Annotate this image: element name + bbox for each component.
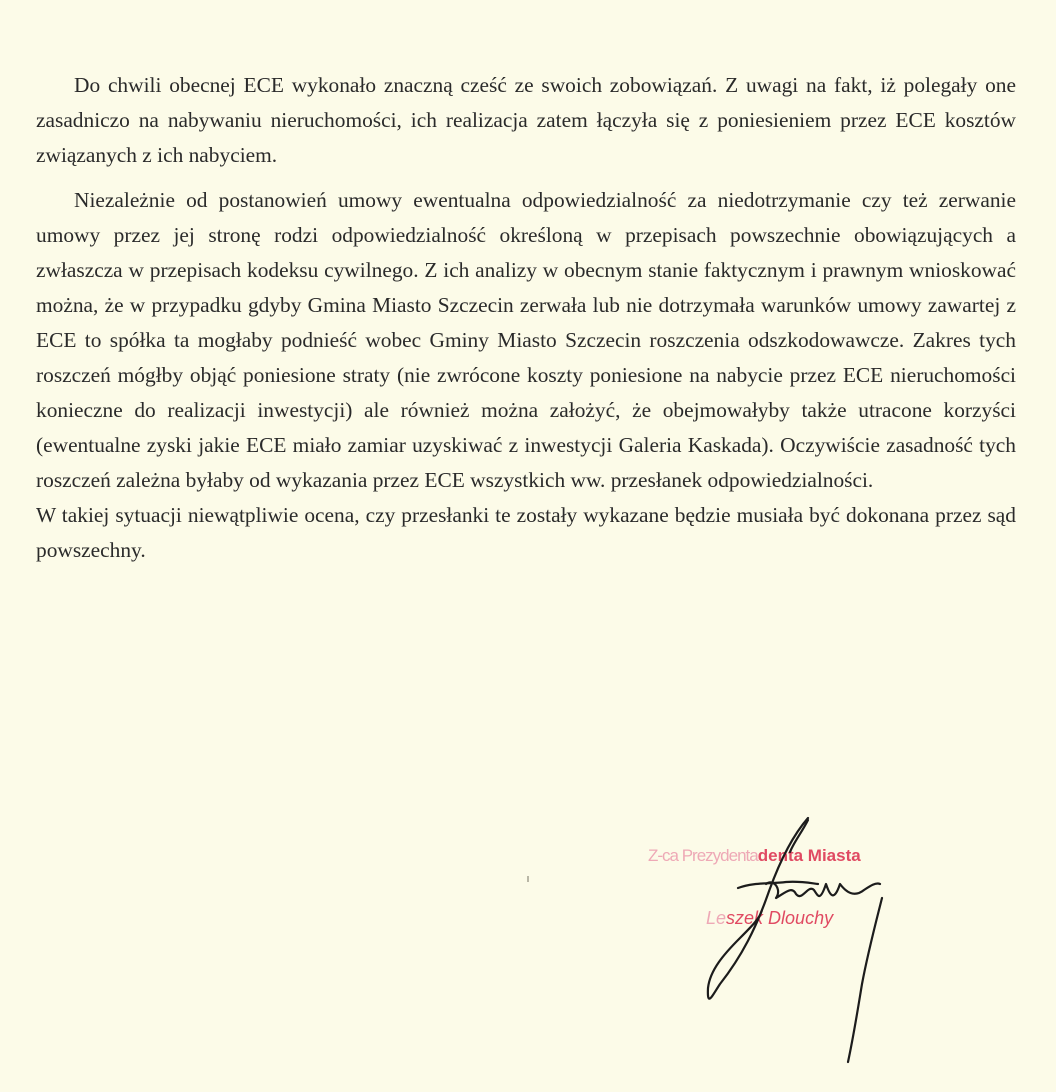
paragraph-court: W takiej sytuacji niewątpliwie ocena, czy przesłanki te zostały wykazane będzie musiała być dokonana przez sąd powszechny. — [36, 503, 1016, 562]
handwritten-signature — [690, 812, 890, 1072]
stamp-title-text: denta Miasta — [757, 846, 861, 865]
paragraph-obligations: Do chwili obecnej ECE wykonało znaczną cześć ze swoich zobowiązań. Z uwagi na fakt, iż polegały one zasadniczo na nabywaniu nieruchomości, ich realizacja zatem łączyła się z poniesieniem przez ECE kosztów związanych z ich nabyciem. — [36, 73, 1016, 167]
paper-speck — [527, 876, 529, 882]
stamp-name-text: szek Dlouchy — [726, 908, 834, 928]
stamp-title-faint: Z-ca Prezydenta — [648, 846, 758, 865]
paragraph-liability: Niezależnie od postanowień umowy ewentualna odpowiedzialność za niedotrzymanie czy też zerwanie umowy przez jej stronę rodzi odpowiedzialność określoną w przepisach powszechnie obowiązujących a zwłaszcza w przepisach kodeksu cywilnego. Z ich analizy w obecnym stanie faktycznym i prawnym wnioskować można, że w przypadku gdyby Gmina Miasto Szczecin zerwała lub nie dotrzymała warunków umowy zawartej z ECE to spółka ta mogłaby podnieść wobec Gminy Miasto Szczecin roszczenia odszkodowawcze. Zakres tych roszczeń mógłby objąć poniesione straty (nie zwrócone koszty poniesione na nabycie przez ECE nieruchomości konieczne do realizacji inwestycji) ale również można założyć, że obejmowałyby także utracone korzyści (ewentualne zyski jakie ECE miało zamiar uzyskiwać z inwestycji Galeria Kaskada). Oczywiście zasadność tych roszczeń zależna byłaby od wykazania przez ECE wszystkich ww. przesłanek odpowiedzialności. — [36, 188, 1016, 492]
stamp-name-faint: Le — [706, 908, 727, 928]
letter-body — [36, 68, 1016, 568]
